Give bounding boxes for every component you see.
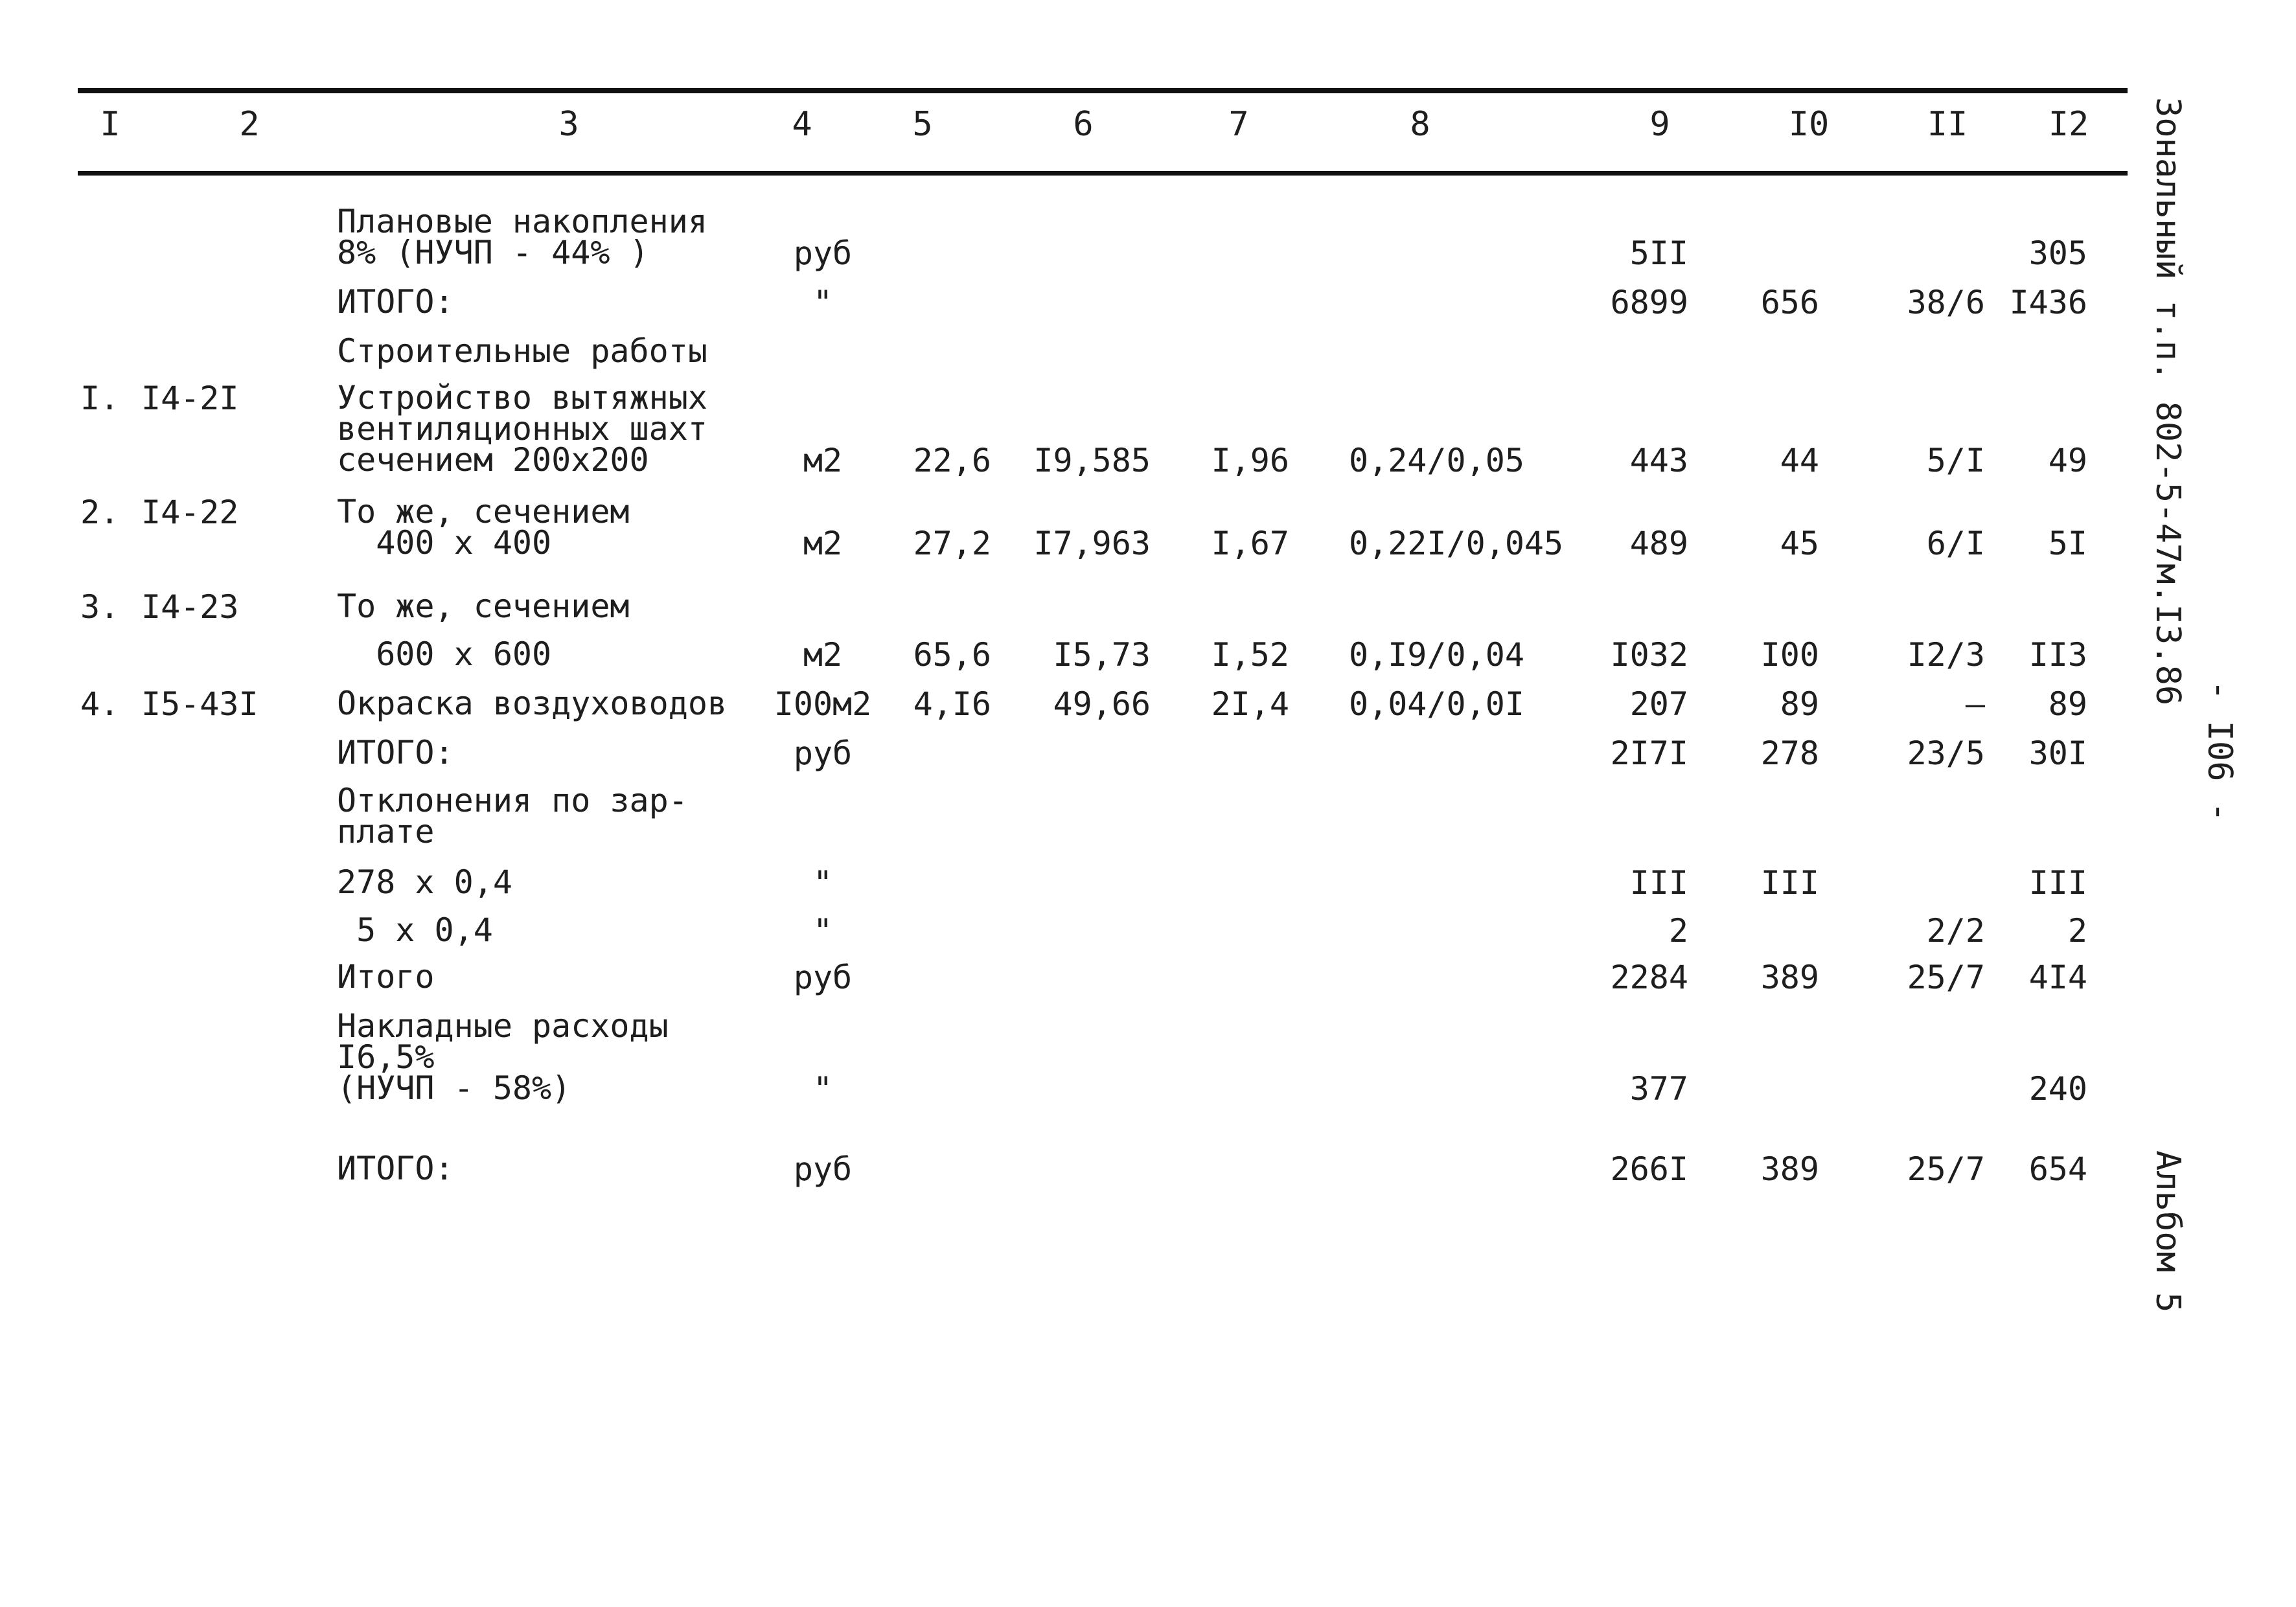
column-header-2: 2 <box>239 105 260 144</box>
album-label: Альбом 5 <box>2148 1150 2187 1313</box>
column-header-5: 5 <box>912 105 933 144</box>
cell-col-7: I,67 <box>1211 525 1289 562</box>
unit-cell: руб <box>793 234 853 272</box>
cell-col-10: 278 <box>1760 735 1819 772</box>
cell-col-9: III <box>1629 864 1688 902</box>
norm-code: I4-22 <box>141 494 239 531</box>
column-header-12: I2 <box>2048 105 2089 144</box>
column-header-8: 8 <box>1410 105 1430 144</box>
column-header-9: 9 <box>1649 105 1670 144</box>
cell-col-9: 443 <box>1629 442 1688 479</box>
cell-col-7: I,52 <box>1211 636 1289 674</box>
cell-col-10: 45 <box>1780 525 1819 562</box>
cell-col-11: – <box>1965 685 1985 723</box>
row-description: ИТОГО: <box>337 283 454 321</box>
cell-col-9: 377 <box>1629 1070 1688 1108</box>
cell-col-12: 2 <box>2067 912 2087 950</box>
norm-code: I5-43I <box>141 685 258 723</box>
row-description: То же, сечением <box>337 493 630 530</box>
row-description: Отклонения по зар- <box>337 782 688 819</box>
column-header-6: 6 <box>1073 105 1094 144</box>
cell-col-12: 5I <box>2048 525 2087 562</box>
row-description: 400 х 400 <box>337 524 552 562</box>
unit-cell: руб <box>793 735 853 772</box>
row-description: Накладные расходы <box>337 1007 669 1045</box>
cell-col-12: 305 <box>2028 234 2087 272</box>
cell-col-11: I2/3 <box>1907 636 1985 674</box>
column-header-1: I <box>100 105 121 144</box>
row-description: 8% (НУЧП - 44% ) <box>337 234 649 271</box>
column-header-11: II <box>1927 105 1968 144</box>
unit-cell: м2 <box>803 636 843 674</box>
cell-col-10: III <box>1760 864 1819 902</box>
row-description: I6,5% <box>337 1038 435 1076</box>
unit-cell: I00м2 <box>774 685 872 723</box>
unit-cell: " <box>812 284 833 321</box>
cell-col-6: 49,66 <box>1053 685 1151 723</box>
row-description: Плановые накопления <box>337 203 707 240</box>
norm-code: I4-2I <box>141 380 239 417</box>
row-description: 278 х 0,4 <box>337 863 512 901</box>
cell-col-9: 2284 <box>1610 959 1688 996</box>
cell-col-6: I5,73 <box>1053 636 1151 674</box>
margin-title: Зональный т.п. 802-5-47м.I3.86 <box>2148 97 2187 706</box>
row-description: (НУЧП - 58%) <box>337 1069 571 1107</box>
cell-col-12: 30I <box>2028 735 2087 772</box>
unit-cell: " <box>812 1070 833 1108</box>
cell-col-9: 266I <box>1610 1150 1688 1188</box>
cell-col-9: 5II <box>1629 234 1688 272</box>
cell-col-10: 389 <box>1760 959 1819 996</box>
row-description: Строительные работы <box>337 332 707 370</box>
row-description: То же, сечением <box>337 587 630 625</box>
cell-col-5: 4,I6 <box>913 685 991 723</box>
row-description: 5 х 0,4 <box>337 911 493 949</box>
row-description: Устройство вытяжных <box>337 379 707 416</box>
unit-cell: м2 <box>803 525 843 562</box>
cell-col-10: 44 <box>1780 442 1819 479</box>
row-description: Итого <box>337 958 435 996</box>
cell-col-12: 654 <box>2028 1150 2087 1188</box>
cell-col-12: II3 <box>2028 636 2087 674</box>
column-header-10: I0 <box>1788 105 1830 144</box>
cell-col-12: III <box>2028 864 2087 902</box>
cell-col-11: 2/2 <box>1926 912 1985 950</box>
row-description: 600 х 600 <box>337 635 552 673</box>
unit-cell: руб <box>793 1150 853 1188</box>
table-header-rule <box>78 171 2128 176</box>
unit-cell: м2 <box>803 442 843 479</box>
cell-col-11: 5/I <box>1926 442 1985 479</box>
cell-col-11: 38/6 <box>1907 284 1985 321</box>
cell-col-12: 89 <box>2048 685 2087 723</box>
cell-col-9: 2 <box>1668 912 1688 950</box>
cell-col-9: 489 <box>1629 525 1688 562</box>
cell-col-6: I9,585 <box>1033 442 1151 479</box>
norm-code: I4-23 <box>141 588 239 626</box>
cell-col-5: 65,6 <box>913 636 991 674</box>
row-description: Окраска воздуховодов <box>337 685 728 722</box>
column-header-7: 7 <box>1228 105 1249 144</box>
row-description: вентиляционных шахт <box>337 410 707 448</box>
cell-col-9: 6899 <box>1610 284 1688 321</box>
page-number: - I06 - <box>2200 680 2239 823</box>
cell-col-12: I436 <box>2009 284 2087 321</box>
cell-col-11: 25/7 <box>1907 959 1985 996</box>
cell-col-10: I00 <box>1760 636 1819 674</box>
row-description: плате <box>337 813 435 850</box>
row-number: 2. <box>80 494 120 531</box>
unit-cell: " <box>812 864 833 902</box>
row-description: ИТОГО: <box>337 1150 454 1187</box>
cell-col-8: 0,04/0,0I <box>1349 685 1524 723</box>
row-number: 3. <box>80 588 120 626</box>
table-top-rule <box>78 88 2128 93</box>
cell-col-11: 6/I <box>1926 525 1985 562</box>
row-description: сечением 200х200 <box>337 441 649 479</box>
cell-col-8: 0,22I/0,045 <box>1349 525 1564 562</box>
column-header-3: 3 <box>558 105 579 144</box>
row-number: I. <box>80 380 120 417</box>
cell-col-5: 27,2 <box>913 525 991 562</box>
cell-col-11: 23/5 <box>1907 735 1985 772</box>
cell-col-9: 207 <box>1629 685 1688 723</box>
unit-cell: руб <box>793 959 853 996</box>
cell-col-7: 2I,4 <box>1211 685 1289 723</box>
cell-col-9: I032 <box>1610 636 1688 674</box>
cell-col-7: I,96 <box>1211 442 1289 479</box>
cell-col-10: 89 <box>1780 685 1819 723</box>
cell-col-10: 656 <box>1760 284 1819 321</box>
cell-col-8: 0,I9/0,04 <box>1349 636 1524 674</box>
cell-col-10: 389 <box>1760 1150 1819 1188</box>
unit-cell: " <box>812 912 833 950</box>
cell-col-8: 0,24/0,05 <box>1349 442 1524 479</box>
cell-col-6: I7,963 <box>1033 525 1151 562</box>
row-number: 4. <box>80 685 120 723</box>
cell-col-11: 25/7 <box>1907 1150 1985 1188</box>
cell-col-5: 22,6 <box>913 442 991 479</box>
row-description: ИТОГО: <box>337 734 454 771</box>
column-header-4: 4 <box>792 105 812 144</box>
cell-col-12: 4I4 <box>2028 959 2087 996</box>
cell-col-9: 2I7I <box>1610 735 1688 772</box>
cell-col-12: 240 <box>2028 1070 2087 1108</box>
cell-col-12: 49 <box>2048 442 2087 479</box>
